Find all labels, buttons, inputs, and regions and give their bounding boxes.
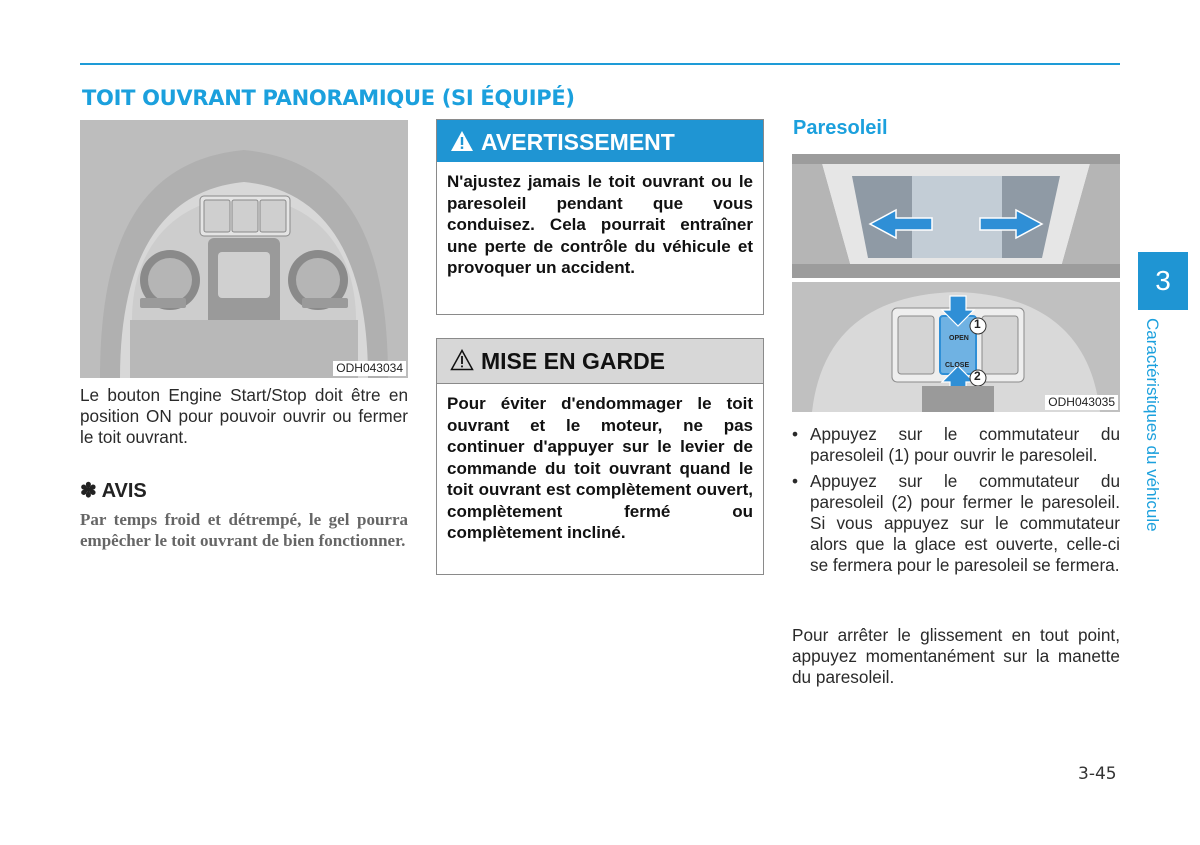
avis-heading: ✽ AVIS [80,480,147,502]
paresoleil-heading: Paresoleil [793,117,888,139]
chapter-title: Caractéristiques du véhicule [1143,318,1162,532]
open-label: OPEN [949,335,969,342]
caution-header [437,339,763,384]
close-label: CLOSE [945,362,970,369]
stop-paragraph: Pour arrêter le glissement en tout point, appuyez momentanément sur la manette du paresoleil. [792,625,1120,687]
callout-2: 2 [974,369,981,383]
warning-header [437,120,763,162]
caution-triangle-icon [450,349,474,371]
sunshade-figure [792,154,1120,412]
overhead-console-figure [80,120,408,378]
list-item: • Appuyez sur le commutateur du paresoleil (1) pour ouvrir le paresoleil. [792,424,1120,465]
figure-code: ODH043035 [1045,395,1118,410]
overhead-console-illustration [80,120,408,378]
chapter-side-label [1132,318,1192,548]
list-item: • Appuyez sur le commutateur du paresoleil (2) pour fermer le paresoleil. Si vous appuyez sur le commutateur alors que la glace est ouverte, celle-ci se fermera pour le paresoleil se fermera. [792,471,1120,575]
warning-box [436,119,764,315]
figure-code: ODH043034 [333,361,406,376]
warning-triangle-icon [450,130,474,152]
warning-text: N'ajustez jamais le toit ouvrant ou le paresoleil pendant que vous conduisez. Cela pourrait entraîner une perte de contrôle du véhicule et provoquer un accident. [447,172,753,277]
page-number: 3-45 [1078,764,1117,784]
header-rule [80,63,1120,65]
caution-title: MISE EN GARDE [481,348,666,374]
avis-text: Par temps froid et détrempé, le gel pourra empêcher le toit ouvrant de bien fonctionner. [80,510,408,550]
paresoleil-bullets [792,424,1120,581]
chapter-tab: 3 [1138,252,1188,310]
sunshade-illustration [792,154,1120,412]
caution-text: Pour éviter d'endommager le toit ouvrant et le moteur, ne pas continuer d'appuyer sur le levier de commande du toit ouvrant quand le toit ouvrant est complètement ouvert, complètement fermé ou complètement incliné. [447,394,753,542]
warning-title: AVERTISSEMENT [481,129,675,155]
caution-box [436,338,764,575]
page-title: TOIT OUVRANT PANORAMIQUE (SI ÉQUIPÉ) [82,86,575,110]
intro-paragraph: Le bouton Engine Start/Stop doit être en position ON pour pouvoir ouvrir ou fermer le toit ouvrant. [80,385,408,447]
callout-1: 1 [974,317,981,331]
